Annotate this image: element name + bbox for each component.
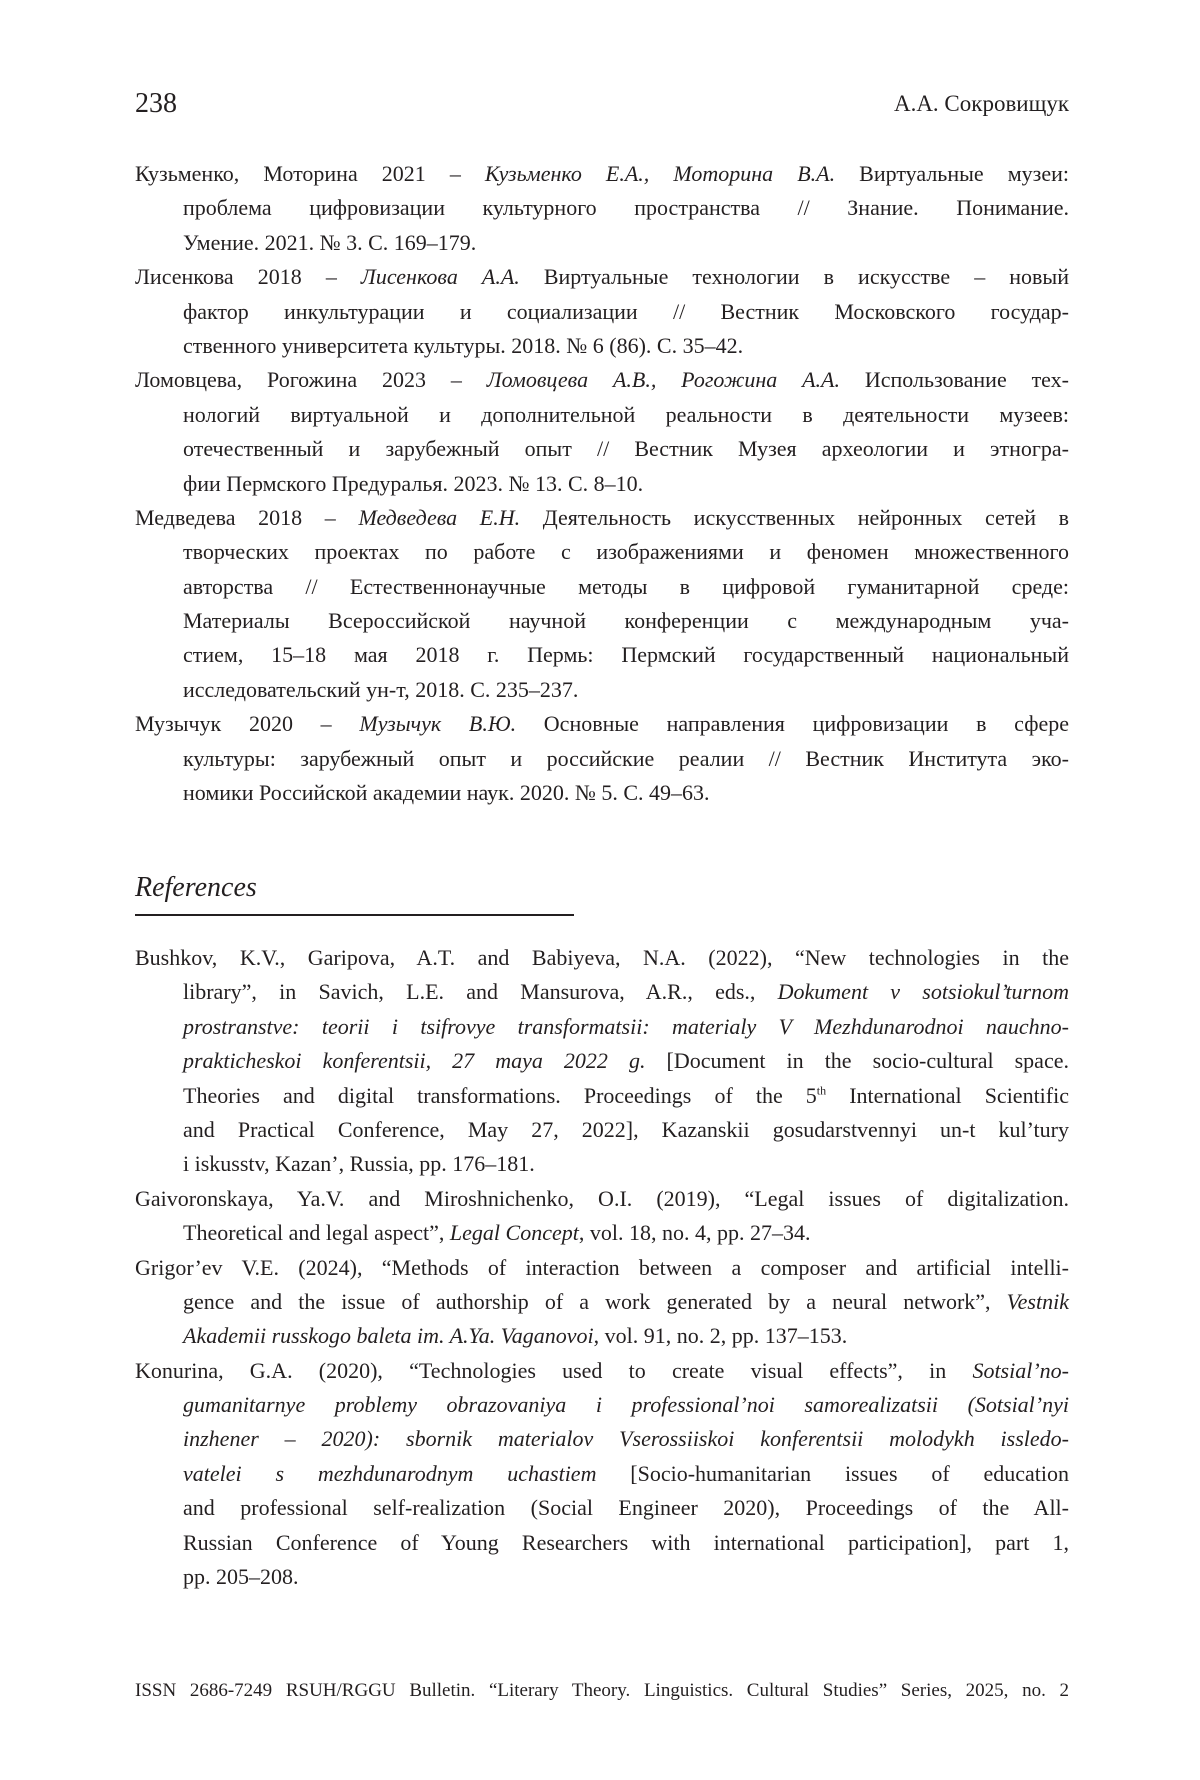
italic-text: Медведева Е.Н. [358,505,520,530]
text-segment: творческих проектах по работе с изображениями и феномен множественного [183,539,1069,564]
italic-text: Sotsial’no- [972,1358,1069,1383]
entry-line [135,1113,1069,1147]
text-segment: Bushkov, K.V., Garipova, A.T. and Babiyeva, N.A. (2022), “New technologies in the [135,945,1069,970]
entry-line [135,1010,1069,1044]
italic-text: Akademii russkogo baleta im. A.Ya. Vaganovoi [183,1323,594,1348]
text-segment: , vol. 18, no. 4, pp. 27–34. [579,1220,811,1245]
text-segment: авторства // Естественнонаучные методы в цифровой гуманитарной среде: [183,574,1069,599]
text-segment: стием, 15–18 мая 2018 г. Пермь: Пермский государственный национальный [183,642,1069,667]
text-segment: Russian Conference of Young Researchers with international participation], part 1, [183,1530,1069,1555]
italic-text: Vestnik [1007,1289,1069,1314]
text-segment: Grigor’ev V.E. (2024), “Methods of interaction between a composer and artificial intelli- [135,1255,1069,1280]
references-list [135,941,1069,1594]
entry-line [135,941,1069,975]
entry-line [135,260,1069,294]
entry-line [135,1216,1069,1250]
text-segment: [Socio-humanitarian issues of education [596,1461,1069,1486]
text-segment: Виртуальные музеи: [835,161,1069,186]
entry-line [135,1044,1069,1078]
entry-line [135,1319,1069,1353]
text-segment: Медведева 2018 – [135,505,358,530]
entry-line [135,1560,1069,1594]
entry-line [135,157,1069,191]
entry-line [135,1491,1069,1525]
text-segment: pp. 205–208. [183,1564,299,1589]
text-segment: номики Российской академии наук. 2020. № 5. С. 49–63. [183,780,710,805]
entry-line [135,1422,1069,1456]
entry-line [135,1147,1069,1181]
text-segment: фактор инкультурации и социализации // Вестник Московского государ- [183,299,1069,324]
text-segment: Умение. 2021. № 3. С. 169–179. [183,230,476,255]
text-segment: and professional self-realization (Social Engineer 2020), Proceedings of the All- [183,1495,1069,1520]
entry-line [135,1526,1069,1560]
text-segment: Деятельность искусственных нейронных сетей в [520,505,1069,530]
italic-text: prakticheskoi konferentsii, 27 maya 2022 g. [183,1048,645,1073]
heading-underline [135,914,574,916]
entry-line [135,570,1069,604]
entry-line [135,535,1069,569]
text-segment: Theories and digital transformations. Proceedings of the 5 [183,1083,817,1108]
text-segment: Музычук 2020 – [135,711,359,736]
bibliography-entry [135,157,1069,260]
text-segment: Материалы Всероссийской научной конференции с международным уча- [183,608,1069,633]
bibliography-entry [135,941,1069,1182]
text-segment: нологий виртуальной и дополнительной реальности в деятельности музеев: [183,402,1069,427]
references-heading: References [135,872,257,904]
entry-line [135,1182,1069,1216]
text-segment: Основные направления цифровизации в сфере [516,711,1069,736]
text-segment: проблема цифровизации культурного пространства // Знание. Понимание. [183,195,1069,220]
text-segment: ственного университета культуры. 2018. № 6 (86). С. 35–42. [183,333,743,358]
text-segment: отечественный и зарубежный опыт // Вестник Музея археологии и этногра- [183,436,1069,461]
italic-text: Legal Concept [450,1220,579,1245]
entry-line [135,1457,1069,1491]
entry-line [135,776,1069,810]
text-segment: Виртуальные технологии в искусстве – новый [520,264,1069,289]
entry-line [135,1079,1069,1113]
italic-text: inzhener – 2020): sbornik materialov Vserossiiskoi konferentsii molodykh issledo- [183,1426,1069,1451]
entry-line [135,1354,1069,1388]
entry-line [135,742,1069,776]
running-header [135,88,1069,124]
italic-text: Кузьменко Е.А., Моторина В.А. [485,161,835,186]
italic-text: Лисенкова А.А. [361,264,520,289]
bibliography-entry [135,1354,1069,1595]
text-segment: Лисенкова 2018 – [135,264,361,289]
text-segment: Использование тех- [840,367,1069,392]
entry-line [135,501,1069,535]
page-footer: ISSN 2686-7249 RSUH/RGGU Bulletin. “Literary Theory. Linguistics. Cultural Studies” Series, 2025, no. 2 [135,1680,1069,1702]
text-segment: культуры: зарубежный опыт и российские реалии // Вестник Института эко- [183,746,1069,771]
entry-line [135,432,1069,466]
text-segment: i iskusstv, Kazan’, Russia, pp. 176–181. [183,1151,535,1176]
text-segment: and Practical Conference, May 27, 2022], Kazanskii gosudarstvennyi un-t kul’tury [183,1117,1069,1142]
text-segment: Кузьменко, Моторина 2021 – [135,161,485,186]
text-segment: [Document in the socio-cultural space. [645,1048,1069,1073]
entry-line [135,363,1069,397]
text-segment: Gaivoronskaya, Ya.V. and Miroshnichenko, O.I. (2019), “Legal issues of digitalization. [135,1186,1069,1211]
entry-line [135,975,1069,1009]
bibliography-entry [135,501,1069,707]
entry-line [135,467,1069,501]
entry-line [135,329,1069,363]
text-segment: gence and the issue of authorship of a work generated by a neural network”, [183,1289,1007,1314]
bibliography-entry [135,1182,1069,1251]
entry-line [135,604,1069,638]
entry-line [135,1285,1069,1319]
text-segment: Theoretical and legal aspect”, [183,1220,450,1245]
entry-line [135,226,1069,260]
entry-line [135,707,1069,741]
entry-line [135,1388,1069,1422]
entry-line [135,191,1069,225]
entry-line [135,673,1069,707]
page-number: 238 [135,88,177,120]
italic-text: prostranstve: teorii i tsifrovye transformatsii: materialy V Mezhdunarodnoi nauchno- [183,1014,1069,1039]
text-segment: th [817,1083,826,1097]
bibliography-entry [135,363,1069,501]
text-segment: фии Пермского Предуралья. 2023. № 13. С. 8–10. [183,471,643,496]
russian-bibliography [135,157,1069,810]
text-segment: library”, in Savich, L.E. and Mansurova, A.R., eds., [183,979,778,1004]
entry-line [135,295,1069,329]
running-author: А.А. Сокровищук [894,91,1069,117]
entry-line [135,638,1069,672]
text-segment: Konurina, G.A. (2020), “Technologies used to create visual effects”, in [135,1358,972,1383]
text-segment: International Scientific [826,1083,1069,1108]
entry-line [135,1251,1069,1285]
entry-line [135,398,1069,432]
italic-text: Ломовцева А.В., Рогожина А.А. [487,367,840,392]
italic-text: Dokument v sotsiokul’turnom [778,979,1069,1004]
bibliography-entry [135,707,1069,810]
italic-text: Музычук В.Ю. [359,711,516,736]
bibliography-entry [135,1251,1069,1354]
bibliography-entry [135,260,1069,363]
text-segment: Ломовцева, Рогожина 2023 – [135,367,487,392]
text-segment: , vol. 91, no. 2, pp. 137–153. [594,1323,848,1348]
italic-text: gumanitarnye problemy obrazovaniya i professional’noi samorealizatsii (Sotsial’nyi [183,1392,1069,1417]
text-segment: исследовательский ун-т, 2018. С. 235–237. [183,677,578,702]
italic-text: vatelei s mezhdunarodnym uchastiem [183,1461,596,1486]
